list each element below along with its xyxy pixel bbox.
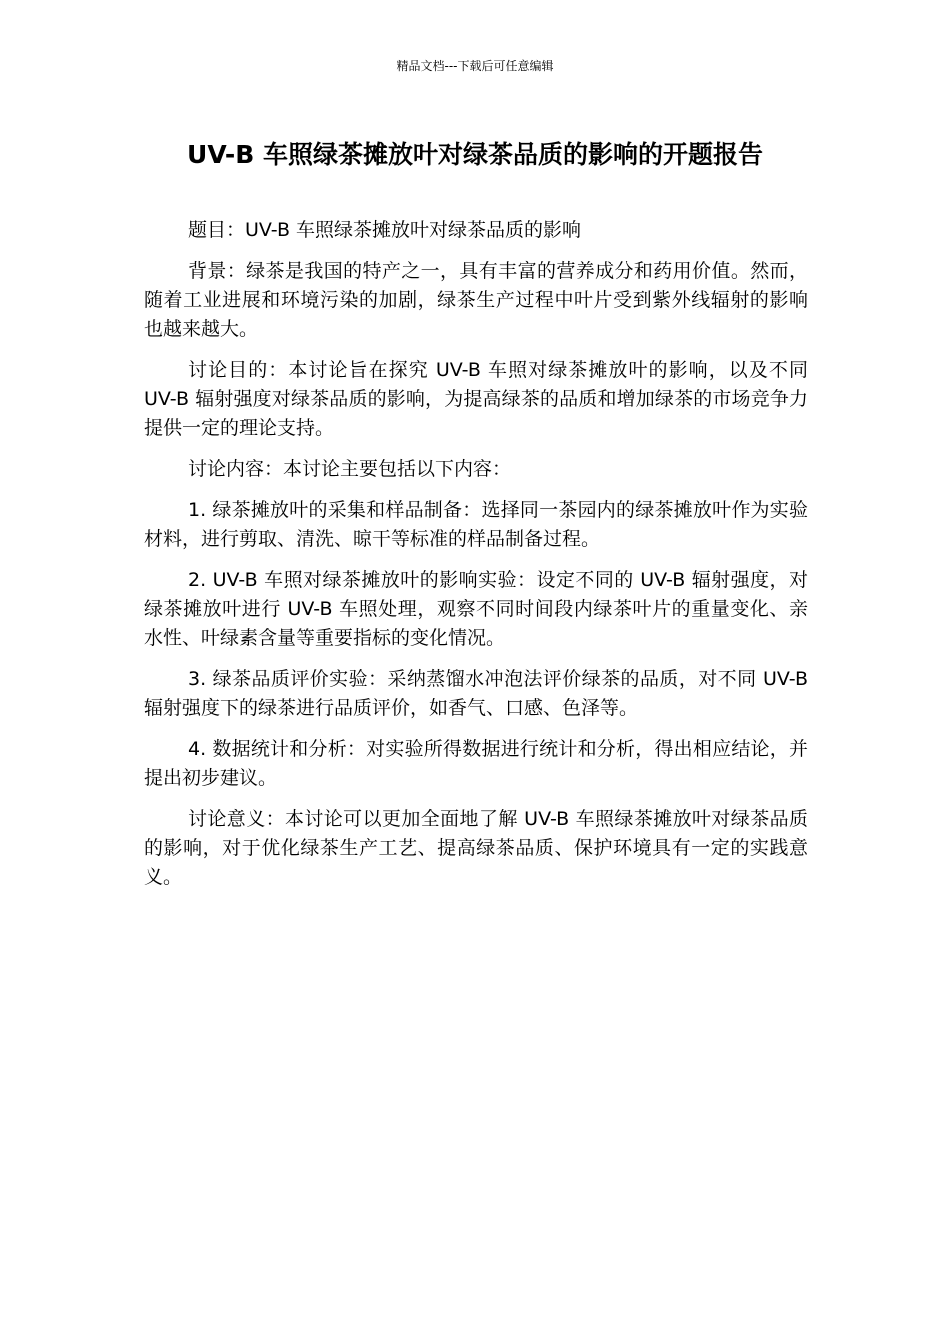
document-body: [144, 216, 808, 904]
document-title: UV-B 车照绿茶摊放叶对绿茶品质的影响的开题报告: [187, 140, 763, 169]
paragraph-content-intro: 讨论内容：本讨论主要包括以下内容：: [188, 458, 512, 480]
paragraph-content-item-1: 1. 绿茶摊放叶的采集和样品制备：选择同一茶园内的绿茶摊放叶作为实验材料，进行剪取、清洗、晾干等标准的样品制备过程。: [144, 499, 808, 550]
paragraph-topic: 题目：UV-B 车照绿茶摊放叶对绿茶品质的影响: [188, 219, 582, 241]
paragraph-background: 背景：绿茶是我国的特产之一，具有丰富的营养成分和药用价值。然而，随着工业进展和环境污染的加剧，绿茶生产过程中叶片受到紫外线辐射的影响也越来越大。: [144, 260, 808, 340]
paragraph-content-item-2: 2. UV-B 车照对绿茶摊放叶的影响实验：设定不同的 UV-B 辐射强度，对绿茶摊放叶进行 UV-B 车照处理，观察不同时间段内绿茶叶片的重量变化、亲水性、叶绿素含量等重要指标的变化情况。: [144, 569, 808, 649]
paragraph-content-item-4: 4. 数据统计和分析：对实验所得数据进行统计和分析，得出相应结论，并提出初步建议。: [144, 738, 808, 789]
header-note: 精品文档---下载后可任意编辑: [396, 59, 554, 73]
paragraph-significance: 讨论意义：本讨论可以更加全面地了解 UV-B 车照绿茶摊放叶对绿茶品质的影响，对于优化绿茶生产工艺、提高绿茶品质、保护环境具有一定的实践意义。: [144, 808, 808, 888]
paragraph-purpose: 讨论目的：本讨论旨在探究 UV-B 车照对绿茶摊放叶的影响，以及不同 UV-B 辐射强度对绿茶品质的影响，为提高绿茶的品质和增加绿茶的市场竞争力提供一定的理论支持。: [144, 359, 808, 439]
paragraph-content-item-3: 3. 绿茶品质评价实验：采纳蒸馏水冲泡法评价绿茶的品质，对不同 UV-B 辐射强度下的绿茶进行品质评价，如香气、口感、色泽等。: [144, 668, 808, 719]
